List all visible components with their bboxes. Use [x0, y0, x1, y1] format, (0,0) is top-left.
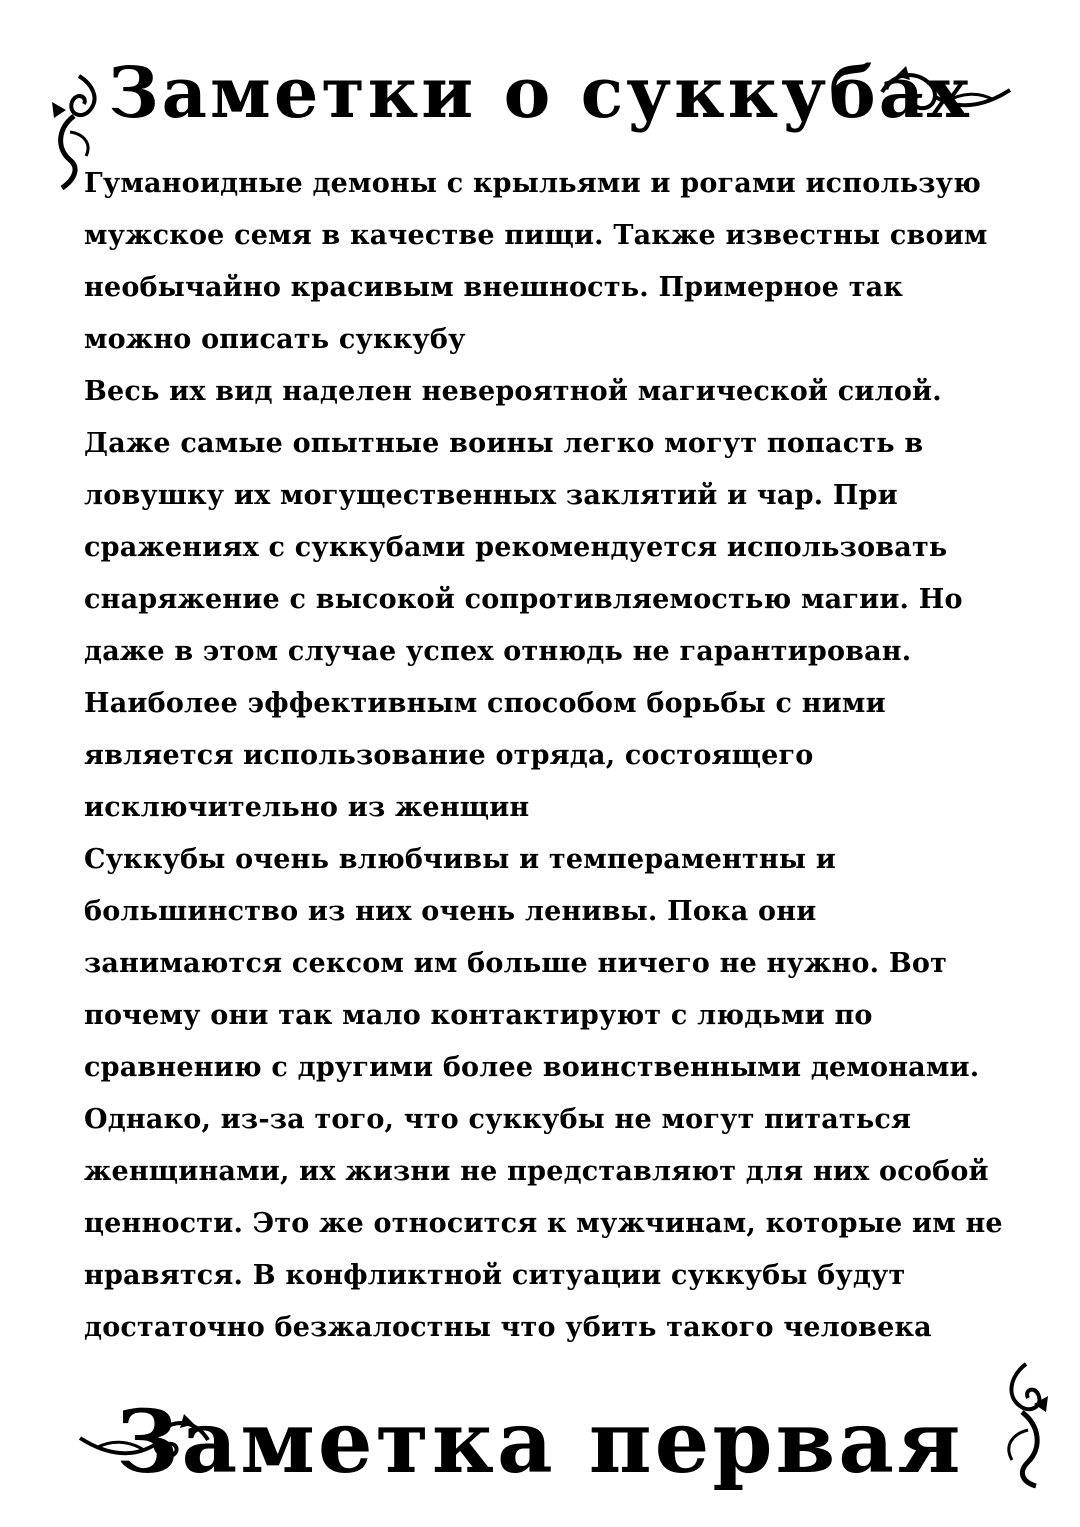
paragraph: Гуманоидные демоны с крыльями и рогами использую мужское семя в качестве пищи. Также известны своим необычайно красивым внешность. Примерное так можно описать суккубу	[84, 168, 988, 355]
footer-title: Заметка первая	[116, 1392, 964, 1493]
body-text	[84, 158, 1019, 1354]
paragraph: Весь их вид наделен невероятной магической силой. Даже самые опытные воины легко могут попасть в ловушку их могущественных заклятий и чар. При сражениях с суккубами рекомендуется использовать снаряжение с высокой сопротивляемостью магии. Но даже в этом случае успех отнюдь не гарантирован. Наиболее эффективным способом борьбы с ними является использование отряда, состоящего исключительно из женщин	[84, 376, 963, 823]
paragraph: Суккубы очень влюбчивы и темпераментны и большинство из них очень ленивы. Пока они занимаются сексом им больше ничего не нужно. Вот почему они так мало контактируют с людьми по сравнению с другими более воинственными демонами. Однако, из-за того, что суккубы не могут питаться женщинами, их жизни не представляют для них особой ценности. Это же относится к мужчинам, которые им не нравятся. В конфликтной ситуации суккубы будут достаточно безжалостны что убить такого человека	[84, 844, 1003, 1343]
page-title: Заметки о суккубах	[108, 51, 972, 134]
